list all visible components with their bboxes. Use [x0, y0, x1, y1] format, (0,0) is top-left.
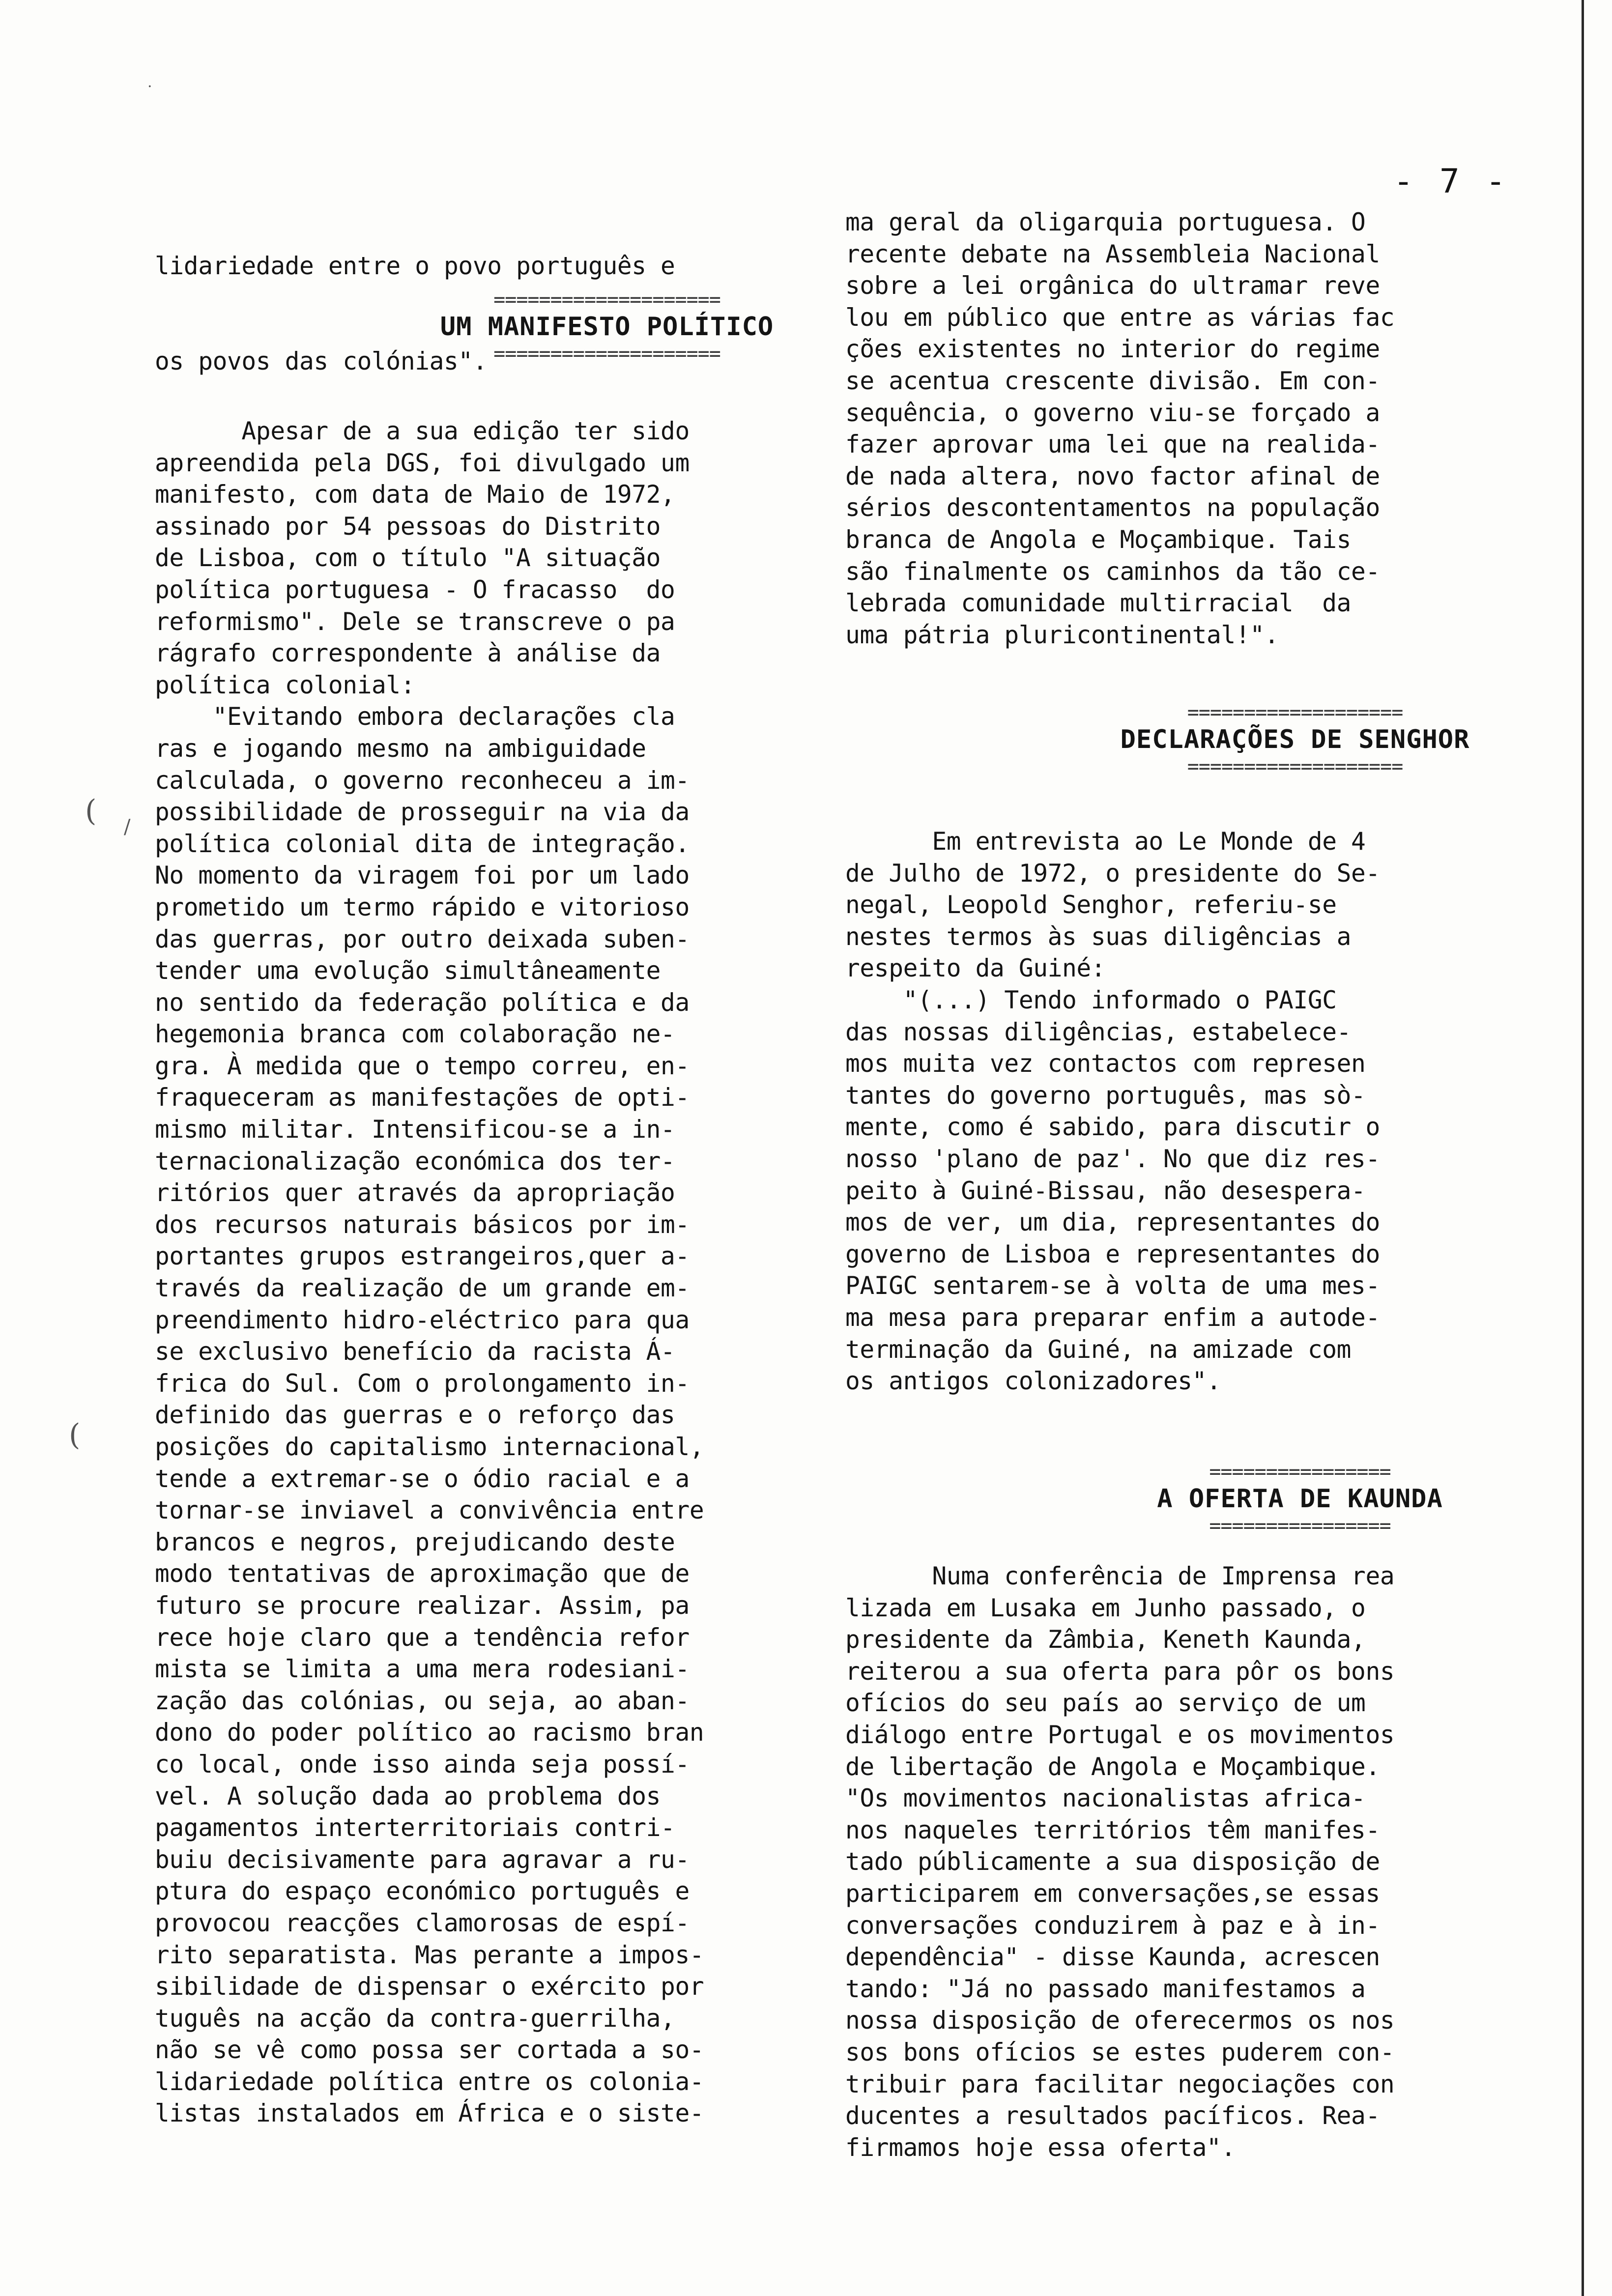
text-line: ras e jogando mesmo na ambiguidade	[155, 734, 646, 763]
text-line: ções existentes no interior do regime	[845, 335, 1380, 364]
section-title: DECLARAÇÕES DE SENGHOR	[1120, 725, 1470, 754]
section-title: UM MANIFESTO POLÍTICO	[440, 312, 774, 342]
text-line: sibilidade de dispensar o exército por	[155, 1972, 704, 2001]
text-line: reiterou a sua oferta para pôr os bons	[845, 1657, 1395, 1686]
text-line: posições do capitalismo internacional,	[155, 1433, 704, 1461]
text-line: frica do Sul. Com o prolongamento in-	[155, 1369, 690, 1398]
margin-mark: .	[147, 74, 152, 91]
text-line: listas instalados em África e o siste-	[155, 2099, 704, 2128]
text-line: calculada, o governo reconheceu a im-	[155, 766, 690, 795]
right-column-continuation	[845, 206, 1519, 651]
text-line: de Julho de 1972, o presidente do Se-	[845, 859, 1380, 888]
text-line: prometido um termo rápido e vitorioso	[155, 892, 690, 921]
text-line: tado públicamente a sua disposição de	[845, 1847, 1380, 1876]
margin-mark: (	[69, 1418, 81, 1452]
text-line: portantes grupos estrangeiros,quer a-	[155, 1242, 690, 1271]
text-line: branca de Angola e Moçambique. Tais	[845, 525, 1352, 554]
text-line: terminação da Guiné, na amizade com	[845, 1335, 1352, 1364]
text-line: ptura do espaço económico português e	[155, 1877, 690, 1906]
text-line: tende a extremar-se o ódio racial e a	[155, 1464, 690, 1493]
heading-rule: ================	[1209, 1515, 1391, 1537]
text-line: No momento da viragem foi por um lado	[155, 861, 690, 890]
senghor-section-body	[845, 826, 1519, 1397]
text-line: reformismo". Dele se transcreve o pa	[155, 607, 675, 636]
text-line: vel. A solução dada ao problema dos	[155, 1781, 661, 1810]
text-line: manifesto, com data de Maio de 1972,	[155, 480, 675, 509]
text-line: zação das colónias, ou seja, ao aban-	[155, 1686, 690, 1715]
text-line: de Lisboa, com o título "A situação	[155, 544, 661, 573]
text-line: buiu decisivamente para agravar a ru-	[155, 1845, 690, 1874]
text-line: "Os movimentos nacionalistas africa-	[845, 1784, 1366, 1813]
text-line: Apesar de a sua edição ter sido	[155, 417, 690, 445]
text-line: fazer aprovar uma lei que na realida-	[845, 430, 1380, 459]
text-line: mismo militar. Intensificou-se a in-	[155, 1115, 675, 1144]
text-line: PAIGC sentarem-se à volta de uma mes-	[845, 1271, 1380, 1300]
margin-mark: (	[85, 794, 97, 828]
text-line: sos bons ofícios se estes puderem con-	[845, 2038, 1395, 2066]
text-line: são finalmente os caminhos da tão ce-	[845, 557, 1380, 586]
text-line: tantes do governo português, mas sò-	[845, 1081, 1366, 1110]
text-line: rágrafo correspondente à análise da	[155, 639, 661, 668]
section-title: A OFERTA DE KAUNDA	[1157, 1484, 1443, 1514]
text-line: Numa conferência de Imprensa rea	[845, 1562, 1395, 1590]
section-heading-manifesto	[415, 290, 799, 364]
text-line: hegemonia branca com colaboração ne-	[155, 1020, 675, 1049]
text-line: negal, Leopold Senghor, referiu-se	[845, 890, 1337, 919]
text-line: tender uma evolução simultâneamente	[155, 956, 661, 985]
left-column-body	[155, 415, 808, 2129]
text-line: mos muita vez contactos com represen	[845, 1049, 1366, 1078]
text-line: modo tentativas de aproximação que de	[155, 1559, 690, 1588]
text-line: política portuguesa - O fracasso do	[155, 575, 675, 604]
text-line: sobre a lei orgânica do ultramar reve	[845, 271, 1380, 300]
text-line: se acentua crescente divisão. Em con-	[845, 366, 1380, 395]
text-line: dono do poder político ao racismo bran	[155, 1718, 704, 1747]
text-line: mos de ver, um dia, representantes do	[845, 1208, 1380, 1237]
text-line: través da realização de um grande em-	[155, 1274, 690, 1303]
text-line: os povos das colónias".	[155, 346, 488, 375]
text-line: nos naqueles territórios têm manifes-	[845, 1815, 1380, 1844]
text-line: brancos e negros, prejudicando deste	[155, 1527, 675, 1556]
text-line: participarem em conversações,se essas	[845, 1879, 1380, 1908]
text-line: provocou reacções clamorosas de espí-	[155, 1908, 690, 1937]
text-line: nestes termos às suas diligências a	[845, 922, 1352, 951]
heading-rule: ===================	[1187, 755, 1403, 778]
text-line: dos recursos naturais básicos por im-	[155, 1210, 690, 1239]
text-line: dependência" - disse Kaunda, acrescen	[845, 1943, 1380, 1972]
heading-rule: ================	[1209, 1461, 1391, 1483]
text-line: "(...) Tendo informado o PAIGC	[845, 985, 1337, 1014]
text-line: ritórios quer através da apropriação	[155, 1178, 675, 1207]
text-line: sérios descontentamentos na população	[845, 493, 1380, 522]
text-line: governo de Lisboa e representantes do	[845, 1239, 1380, 1268]
text-line: recente debate na Assembleia Nacional	[845, 239, 1380, 268]
text-line: os antigos colonizadores".	[845, 1367, 1221, 1396]
text-line: preendimento hidro-eléctrico para qua	[155, 1305, 690, 1334]
text-line: ofícios do seu país ao serviço de um	[845, 1689, 1366, 1718]
text-line: presidente da Zâmbia, Keneth Kaunda,	[845, 1625, 1366, 1654]
heading-rule: ===================	[1187, 701, 1403, 724]
text-line: ma geral da oligarquia portuguesa. O	[845, 208, 1366, 236]
text-line: Em entrevista ao Le Monde de 4	[845, 827, 1366, 856]
text-line: lidariedade entre o povo português e	[155, 252, 675, 281]
page-number: - 7 -	[1393, 162, 1509, 201]
text-line: respeito da Guiné:	[845, 954, 1106, 983]
text-line: tornar-se inviavel a convivência entre	[155, 1496, 704, 1525]
text-line: nossa disposição de oferecermos os nos	[845, 2006, 1395, 2035]
text-line: lidariedade política entre os colonia-	[155, 2067, 704, 2096]
text-line: ternacionalização económica dos ter-	[155, 1147, 675, 1176]
text-line: mista se limita a uma mera rodesiani-	[155, 1655, 690, 1684]
page-edge-line	[1582, 0, 1584, 2296]
text-line: política colonial:	[155, 670, 415, 699]
text-line: apreendida pela DGS, foi divulgado um	[155, 448, 690, 477]
text-line: peito à Guiné-Bissau, não desespera-	[845, 1176, 1366, 1205]
text-line: assinado por 54 pessoas do Distrito	[155, 512, 661, 541]
text-line: rito separatista. Mas perante a impos-	[155, 1940, 704, 1969]
text-line: de nada altera, novo factor afinal de	[845, 461, 1380, 490]
text-line: co local, onde isso ainda seja possí-	[155, 1750, 690, 1779]
text-line: de libertação de Angola e Moçambique.	[845, 1752, 1380, 1781]
text-line: futuro se procure realizar. Assim, pa	[155, 1591, 690, 1620]
section-heading-kaunda	[1116, 1462, 1484, 1536]
text-line: lou em público que entre as várias fac	[845, 303, 1395, 332]
text-line: possibilidade de prosseguir na via da	[155, 798, 690, 827]
text-line: firmamos hoje essa oferta".	[845, 2133, 1236, 2162]
text-line: das guerras, por outro deixada suben-	[155, 924, 690, 953]
text-line: nosso 'plano de paz'. No que diz res-	[845, 1144, 1380, 1173]
text-line: lizada em Lusaka em Junho passado, o	[845, 1593, 1366, 1622]
text-line: diálogo entre Portugal e os movimentos	[845, 1720, 1395, 1749]
text-line: ducentes a resultados pacíficos. Rea-	[845, 2101, 1380, 2130]
text-line: política colonial dita de integração.	[155, 829, 690, 858]
text-line: lebrada comunidade multirracial da	[845, 589, 1352, 618]
text-line: não se vê como possa ser cortada a so-	[155, 2036, 704, 2065]
margin-mark: /	[124, 816, 131, 838]
text-line: fraqueceram as manifestações de opti-	[155, 1083, 690, 1112]
kaunda-section-body	[845, 1560, 1519, 2163]
text-line: "Evitando embora declarações cla	[155, 702, 675, 731]
text-line: definido das guerras e o reforço das	[155, 1401, 675, 1430]
heading-rule: ====================	[493, 343, 720, 365]
text-line: ma mesa para preparar enfim a autode-	[845, 1303, 1380, 1332]
text-line: mente, como é sabido, para discutir o	[845, 1113, 1380, 1142]
text-line: das nossas diligências, estabelece-	[845, 1017, 1352, 1046]
text-line: gra. À medida que o tempo correu, en-	[155, 1051, 690, 1080]
text-line: rece hoje claro que a tendência refor	[155, 1623, 690, 1652]
text-line: se exclusivo benefício da racista Á-	[155, 1337, 675, 1366]
text-line: tribuir para facilitar negociações con	[845, 2069, 1395, 2098]
text-line: pagamentos interterritoriais contri-	[155, 1813, 675, 1842]
text-line: no sentido da federação política e da	[155, 988, 690, 1017]
text-line: tuguês na acção da contra-guerrilha,	[155, 2004, 675, 2033]
section-heading-senghor	[1094, 703, 1497, 776]
heading-rule: ====================	[493, 288, 720, 311]
text-line: conversações conduzirem à paz e à in-	[845, 1911, 1380, 1940]
text-line: uma pátria pluricontinental!".	[845, 620, 1279, 649]
text-line: sequência, o governo viu-se forçado a	[845, 398, 1380, 427]
text-line: tando: "Já no passado manifestamos a	[845, 1974, 1366, 2003]
